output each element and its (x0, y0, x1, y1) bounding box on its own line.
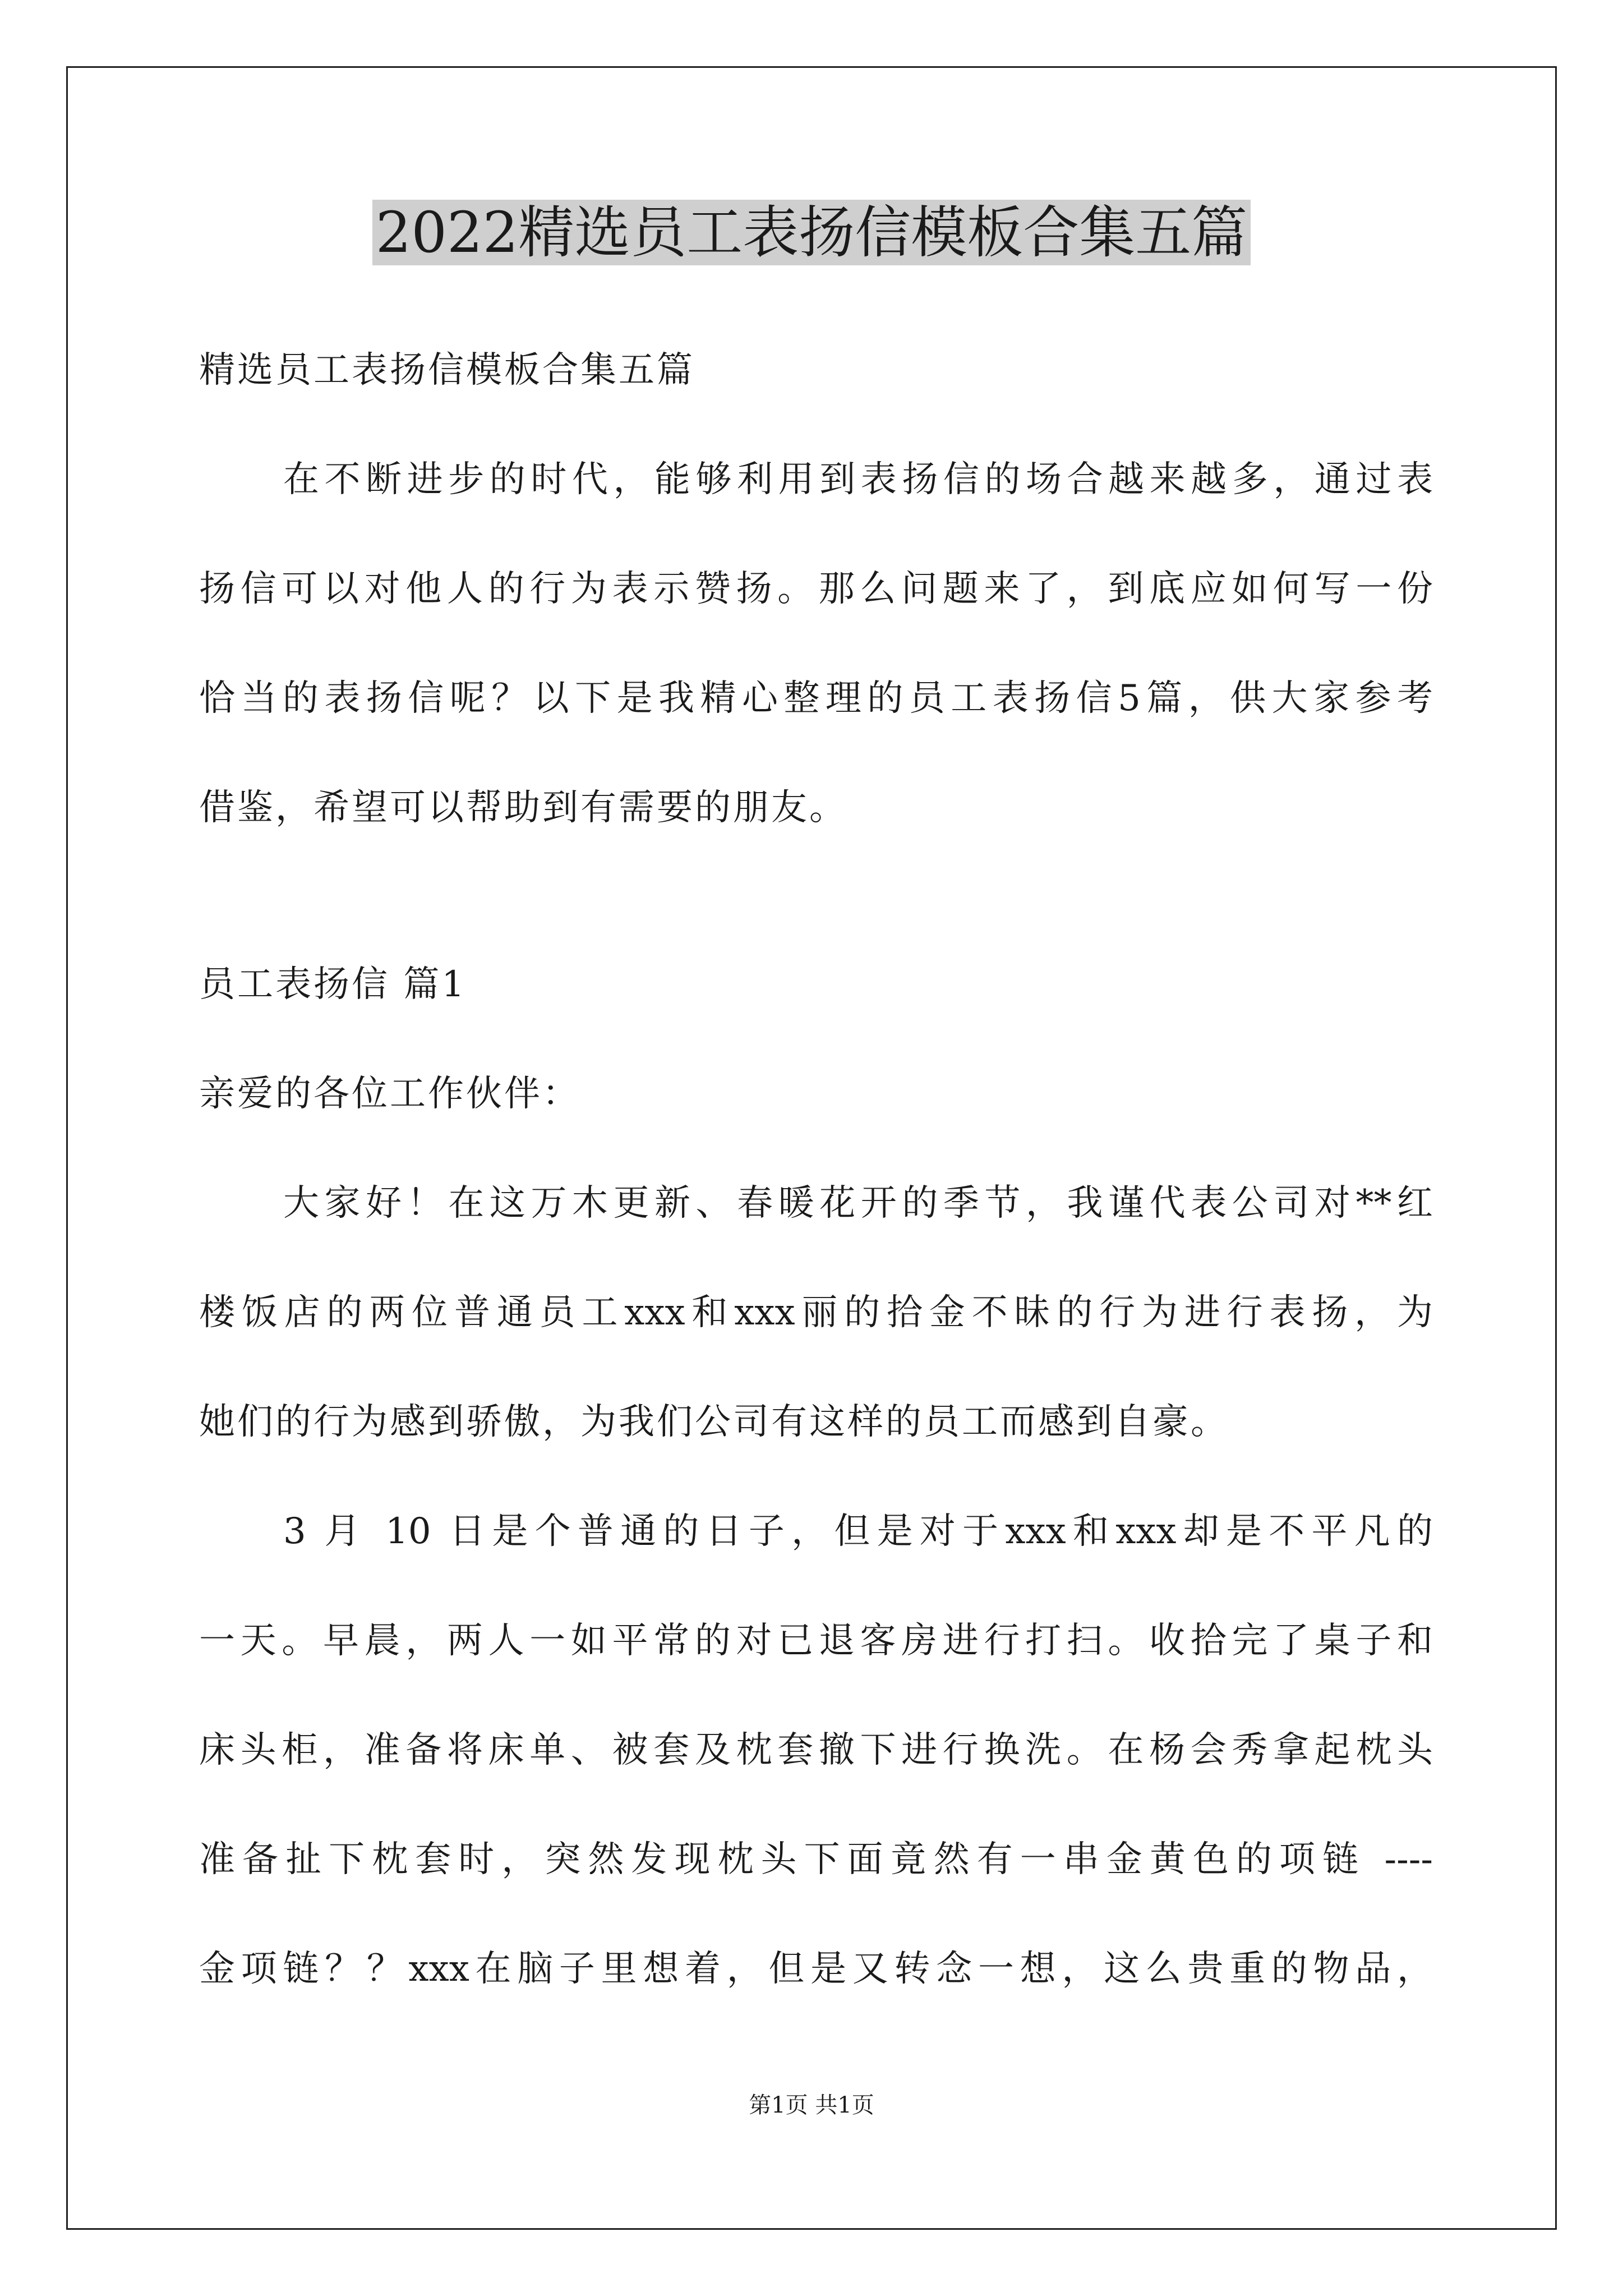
page-footer: 第1页 共1页 (749, 2092, 874, 2118)
document-title-text: 2022精选员工表扬信模板合集五篇 (372, 200, 1251, 265)
intro-line: 借鉴，希望可以帮助到有需要的朋友。 (199, 787, 847, 829)
paragraph-line: 大家好！在这万木更新、春暖花开的季节，我谨代表公司对**红 (283, 1182, 1433, 1224)
intro-line: 恰当的表扬信呢？以下是我精心整理的员工表扬信5篇，供大家参考 (199, 678, 1433, 719)
paragraph-line: 一天。早晨，两人一如平常的对已退客房进行打扫。收拾完了桌子和 (199, 1620, 1433, 1662)
paragraph-line: 准备扯下枕套时，突然发现枕头下面竟然有一串金黄色的项链 ---- (199, 1839, 1433, 1880)
paragraph-line: 楼饭店的两位普通员工xxx和xxx丽的拾金不昧的行为进行表扬，为 (199, 1292, 1433, 1333)
paragraph-line: 床头柜，准备将床单、被套及枕套撤下进行换洗。在杨会秀拿起枕头 (199, 1729, 1433, 1771)
salutation: 亲爱的各位工作伙伴： (199, 1073, 580, 1115)
document-subtitle: 精选员工表扬信模板合集五篇 (199, 349, 695, 391)
paragraph-line: 她们的行为感到骄傲，为我们公司有这样的员工而感到自豪。 (199, 1401, 1229, 1443)
intro-line: 扬信可以对他人的行为表示赞扬。那么问题来了，到底应如何写一份 (199, 568, 1433, 610)
paragraph-line: 3 月 10 日是个普通的日子，但是对于xxx和xxx却是不平凡的 (283, 1511, 1433, 1552)
intro-line: 在不断进步的时代，能够利用到表扬信的场合越来越多，通过表 (283, 459, 1433, 500)
section-heading: 员工表扬信 篇1 (199, 964, 467, 1005)
document-title (0, 194, 1623, 272)
paragraph-line: 金项链？？xxx在脑子里想着，但是又转念一想，这么贵重的物品， (199, 1948, 1433, 1990)
